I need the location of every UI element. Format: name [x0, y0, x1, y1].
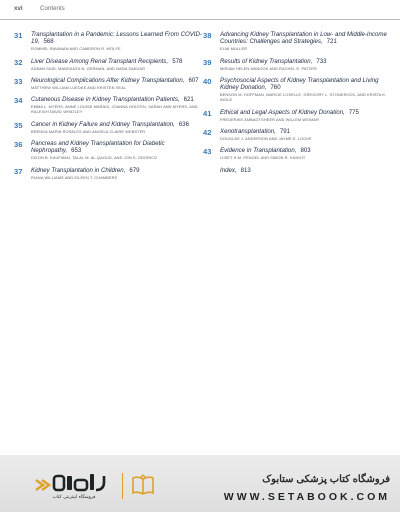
chapter-authors: EMMA L. MYERS, ANNE LOUISE MARAIS, JOANNA HOUTEN, SARAH ANN MYERS, AND RALEIGH DAVID WHATLEY: [31, 104, 198, 115]
toc-entry[interactable]: [203, 128, 393, 141]
chapter-page-number: 636: [178, 120, 190, 128]
chapter-number: 39: [203, 57, 212, 67]
chapter-number: 43: [203, 147, 212, 157]
chapter-title-text: Psychosocial Aspects of Kidney Transplantation and Living Kidney Donation,: [220, 77, 379, 92]
chapter-page-number: 578: [172, 57, 183, 65]
chapter-authors: DOUGLAS J. ANDERSON AND JAYME E. LOCKE: [220, 135, 312, 141]
toc-column-left: [14, 31, 204, 186]
chapter-authors: ELMI MULLER: [220, 46, 248, 52]
toc-entry[interactable]: [14, 77, 204, 90]
setabook-logo-icon: [34, 470, 114, 500]
chapter-authors: ADNAN SAID, MANDANTA N. GERMAN, AND NADA SAKDAR: [31, 65, 146, 71]
chapter-number: 33: [14, 77, 23, 86]
chapter-title-text: Liver Disease Among Renal Transplant Recipients,: [31, 57, 169, 65]
toc-entry[interactable]: [14, 140, 204, 160]
chapter-title: [220, 128, 393, 135]
chapter-number: 34: [14, 96, 23, 106]
toc-entry[interactable]: [14, 121, 204, 134]
index-title: Index,: [220, 166, 237, 174]
chapter-number: 42: [203, 128, 212, 137]
chapter-title-text: Evidence in Transplantation,: [220, 147, 297, 155]
logo-caption: فروشگاه اینترنتی کتاب: [52, 495, 96, 500]
chapter-page-number: 653: [71, 147, 82, 155]
page-header: [0, 0, 400, 20]
chapter-authors: BENSON M. HOFFMAN, MARCIE LOSELLE, GREGORY L. STONEROCK, AND KRISTA K. INGLE: [220, 92, 387, 103]
chapter-page-number: 733: [316, 57, 327, 65]
chapter-page-number: 621: [183, 96, 194, 104]
chapter-page-number: 721: [326, 38, 337, 46]
chapter-authors: RIANA WILLIAMS AND EILEEN T. CHAMBERS: [31, 174, 118, 180]
toc-entry[interactable]: [203, 31, 393, 51]
chapter-title: [220, 31, 393, 46]
chapter-title: [31, 167, 204, 174]
chapter-number: 37: [14, 166, 23, 176]
toc-entry[interactable]: [203, 58, 393, 71]
chapter-title-text: Cutaneous Disease in Kidney Transplantation Patients,: [31, 96, 180, 104]
chapter-title: [31, 77, 204, 84]
chapter-number: 40: [203, 77, 212, 86]
toc-column-right: [203, 31, 393, 174]
chapter-authors: FREDERIKE AMBAGTSHEER AND WILLEM WEIMAR: [220, 116, 320, 122]
footer-store-name: فروشگاه کتاب پزشکی ستابوک: [262, 474, 390, 485]
toc-entry[interactable]: [203, 77, 393, 102]
chapter-title-text: Neurological Complications After Kidney Transplantation,: [31, 77, 185, 84]
toc-entry[interactable]: [14, 31, 204, 51]
running-header-title: Contents: [40, 5, 65, 12]
toc-entry[interactable]: [14, 96, 204, 114]
chapter-authors: MATTHEW WILLIAM LUEDKE AND KRISTEN VEAL: [31, 84, 127, 90]
toc-entry[interactable]: [14, 58, 204, 71]
chapter-page-number: 568: [43, 38, 54, 46]
chapter-title-text: Results of Kidney Transplantation,: [220, 57, 313, 65]
chapter-number: 35: [14, 120, 23, 130]
chapter-number: 41: [203, 108, 212, 118]
chapter-number: 38: [203, 31, 212, 40]
book-icon: [130, 472, 156, 498]
chapter-title: [31, 96, 204, 103]
chapter-title-text: Ethical and Legal Aspects of Kidney Donation,: [220, 108, 345, 116]
chapter-title-text: Pancreas and Kidney Transplantation for Diabetic Nephropathy,: [31, 139, 165, 155]
footer-url-link[interactable]: WWW.SETABOOK.COM: [223, 491, 390, 503]
chapter-authors: BRENDA MARIA ROSALES AND ANGELA CLAIRE WEBSTER: [31, 128, 146, 134]
chapter-number: 31: [14, 31, 23, 40]
chapter-title-text: Xenotransplantation,: [220, 128, 276, 135]
chapter-page-number: 775: [348, 108, 359, 116]
chapter-title: [220, 58, 393, 65]
chapter-title: [31, 31, 204, 46]
chapter-title-text: Advancing Kidney Transplantation in Low- and Middle-Income Countries: Challenges and Strategies,: [220, 31, 387, 46]
header-rule: [0, 19, 400, 20]
page-number: xvi: [14, 5, 23, 12]
chapter-title-text: Cancer in Kidney Failure and Kidney Transplantation,: [31, 120, 175, 128]
chapter-number: 32: [14, 57, 23, 67]
toc-entry[interactable]: [14, 167, 204, 180]
chapter-page-number: 679: [129, 166, 140, 174]
chapter-authors: LIISET H.M. PENGEL AND SIMON R. KNIGHT: [220, 155, 306, 161]
chapter-page-number: 791: [279, 128, 291, 135]
toc-entry-index[interactable]: [203, 167, 393, 174]
chapter-authors: MIRIAM HELEN MANOOK AND RACHEL E. PATZER: [220, 65, 317, 71]
chapter-title: [220, 109, 393, 116]
toc-entry[interactable]: [203, 109, 393, 122]
chapter-title: [220, 77, 393, 92]
toc-entry[interactable]: [203, 147, 393, 160]
chapter-title: [31, 140, 204, 155]
chapter-title-text: Kidney Transplantation in Children,: [31, 166, 126, 174]
chapter-title: [220, 147, 393, 154]
footer-divider: [122, 473, 123, 499]
chapter-page-number: 760: [270, 84, 281, 92]
chapter-title: [31, 58, 204, 65]
index-page-number: 813: [240, 166, 251, 174]
chapter-authors: DIXON B. KAUFMAN, TALAL M. AL-QAOUD, AND JON S. ODORICO: [31, 155, 158, 161]
chapter-title: [31, 121, 204, 128]
chapter-number: 36: [14, 139, 23, 149]
chapter-authors: ROMMEL RAVANAN AND CAMERON R. WOLFE: [31, 46, 121, 52]
chapter-title-text: Transplantation in a Pandemic: Lessons Learned From COVID-19,: [31, 31, 202, 46]
chapter-page-number: 607: [188, 77, 199, 84]
chapter-page-number: 803: [300, 147, 311, 155]
